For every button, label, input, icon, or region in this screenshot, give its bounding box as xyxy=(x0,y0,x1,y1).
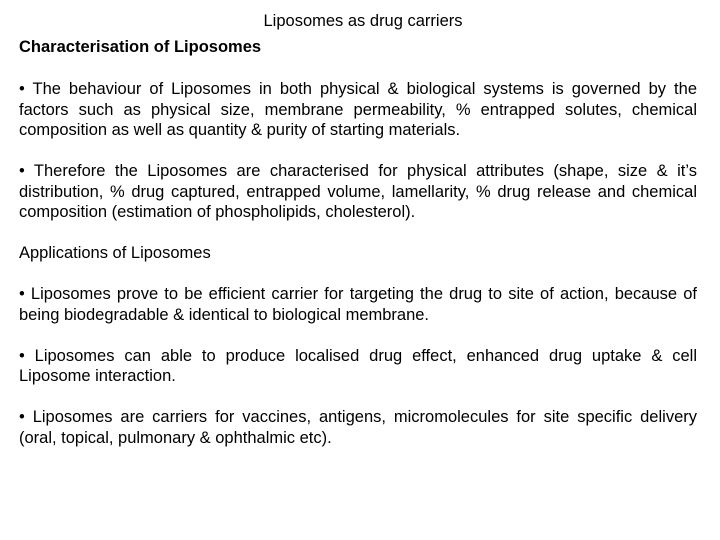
spacer xyxy=(19,58,697,79)
spacer xyxy=(19,223,697,244)
bullet-paragraph: • The behaviour of Liposomes in both physical & biological systems is governed by the factors such as physical size, membrane permeability, % entrapped solutes, chemical composition as well as quantity & purity of starting materials. xyxy=(19,80,697,139)
spacer xyxy=(19,264,697,285)
spacer xyxy=(19,141,697,162)
section-heading-applications: Applications of Liposomes xyxy=(19,244,211,262)
spacer xyxy=(19,387,697,408)
bullet-paragraph: • Liposomes are carriers for vaccines, antigens, micromolecules for site specific delivery (oral, topical, pulmonary & ophthalmic etc). xyxy=(19,408,697,447)
page-title: Liposomes as drug carriers xyxy=(263,12,463,30)
bullet-paragraph: • Liposomes prove to be efficient carrier for targeting the drug to site of action, because of being biodegradable & identical to biological membrane. xyxy=(19,285,697,324)
spacer xyxy=(19,325,697,346)
bullet-paragraph: • Liposomes can able to produce localised drug effect, enhanced drug uptake & cell Liposome interaction. xyxy=(19,346,697,385)
section-heading-characterisation: Characterisation of Liposomes xyxy=(19,38,262,56)
bullet-paragraph: • Therefore the Liposomes are characterised for physical attributes (shape, size & it’s distribution, % drug captured, entrapped volume, lamellarity, % drug release and chemical composition (estimation of phospholipids, cholesterol). xyxy=(19,162,697,221)
slide-content xyxy=(19,37,697,448)
